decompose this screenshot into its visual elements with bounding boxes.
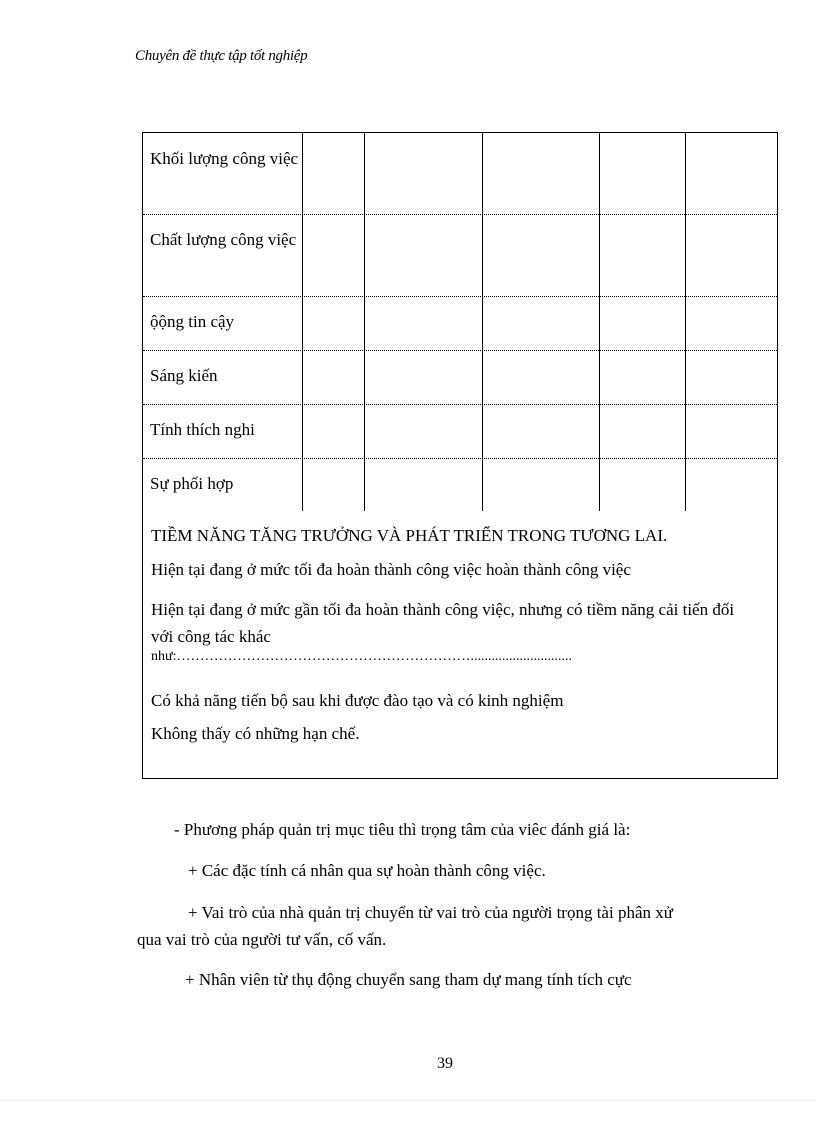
table-row bbox=[143, 133, 777, 215]
table-row bbox=[143, 215, 777, 297]
table-row bbox=[143, 351, 777, 405]
column-divider bbox=[685, 133, 686, 511]
table-row bbox=[143, 405, 777, 459]
evaluation-table bbox=[142, 132, 778, 779]
page-header-title: Chuyên đề thực tập tốt nghiệp bbox=[135, 48, 308, 64]
potential-item: Hiện tại đang ở mức gần tối đa hoàn thành công việc, nhưng có tiềm năng cải tiến đối với công tác khác bbox=[151, 600, 735, 646]
criteria-label: Khối lượng công việc bbox=[150, 149, 299, 168]
criteria-label: ộộng tin cậy bbox=[150, 312, 235, 331]
potential-item: như:………………………………………………………............................. bbox=[151, 649, 572, 664]
column-divider bbox=[302, 133, 303, 511]
table-row bbox=[143, 297, 777, 351]
column-divider bbox=[364, 133, 365, 511]
criteria-label: Sáng kiến bbox=[150, 366, 218, 385]
body-paragraph: + Vai trò của nhà quản trị chuyển từ vai trò của người trọng tài phân xử bbox=[188, 903, 673, 922]
criteria-label: Tính thích nghi bbox=[150, 420, 255, 439]
potential-item: Không thấy có những hạn chế. bbox=[151, 724, 360, 743]
body-paragraph: - Phương pháp quản trị mục tiêu thì trọng tâm của viêc đánh giá là: bbox=[174, 820, 631, 839]
page-number: 39 bbox=[437, 1055, 453, 1072]
potential-item: Hiện tại đang ở mức tối đa hoàn thành công việc hoàn thành công việc bbox=[151, 560, 631, 579]
column-divider bbox=[482, 133, 483, 511]
body-paragraph: + Các đặc tính cá nhân qua sự hoàn thành công việc. bbox=[188, 861, 546, 880]
criteria-label: Chất lượng công việc bbox=[150, 230, 297, 249]
criteria-grid bbox=[143, 133, 777, 511]
page-bottom-divider bbox=[0, 1100, 816, 1101]
criteria-label: Sự phối hợp bbox=[150, 474, 234, 493]
column-divider bbox=[599, 133, 600, 511]
potential-item: Có khả năng tiến bộ sau khi được đào tạo và có kinh nghiệm bbox=[151, 691, 564, 710]
table-row bbox=[143, 459, 777, 511]
body-paragraph: qua vai trò của người tư vấn, cố vấn. bbox=[137, 930, 387, 949]
body-paragraph: + Nhân viên từ thụ động chuyển sang tham dự mang tính tích cực bbox=[185, 970, 632, 989]
potential-heading: TIỀM NĂNG TĂNG TRƯỞNG VÀ PHÁT TRIỂN TRONG TƯƠNG LAI. bbox=[151, 526, 668, 545]
